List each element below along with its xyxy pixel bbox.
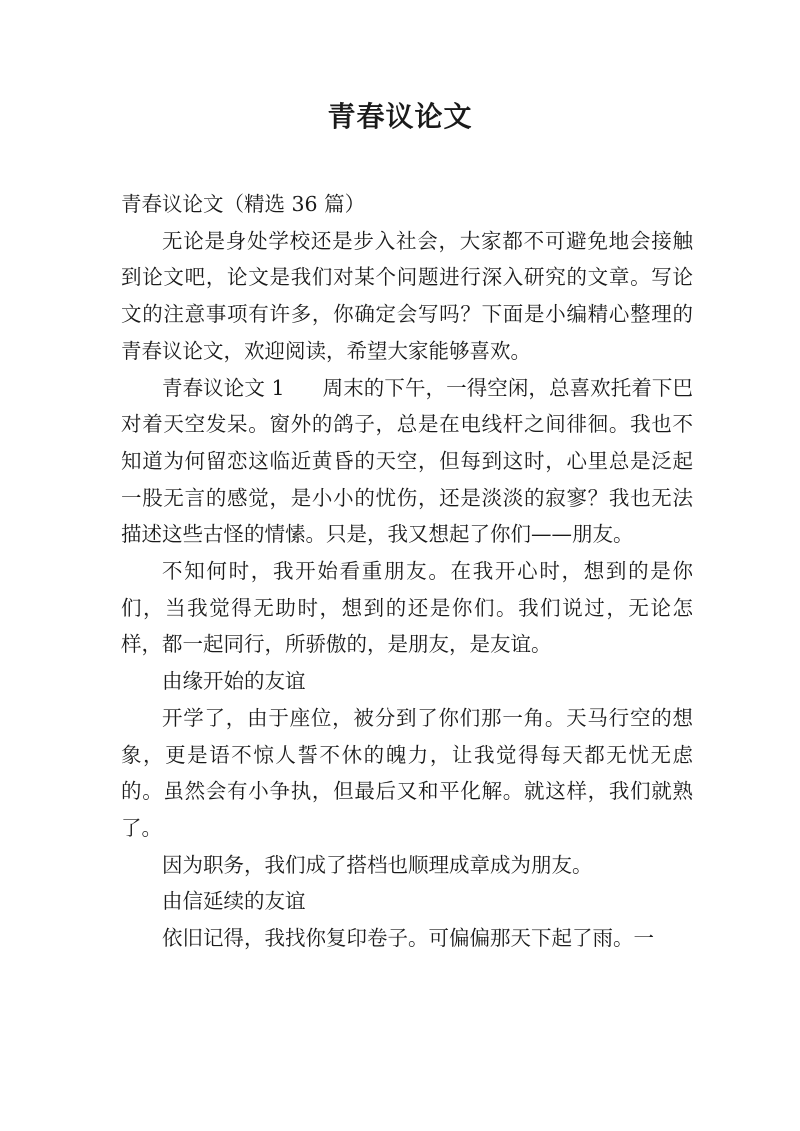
essay-label: 青春议论文 1 bbox=[162, 375, 285, 400]
essay-1-text: 周末的下午，一得空闲，总喜欢托着下巴对着天空发呆。窗外的鸽子，总是在电线杆之间徘徊。我也不知道为何留恋这临近黄昏的天空，但每到这时，心里总是泛起一股无言的感觉，是小小的忧伤，还是淡淡的寂寥？我也无法描述这些古怪的情愫。只是，我又想起了你们——朋友。 bbox=[121, 375, 693, 547]
body-paragraph: 开学了，由于座位，被分到了你们那一角。天马行空的想象，更是语不惊人誓不休的魄力，让我觉得每天都无忧无虑的。虽然会有小争执，但最后又和平化解。就这样，我们就熟了。 bbox=[121, 705, 693, 840]
body-paragraph: 不知何时，我开始看重朋友。在我开心时，想到的是你们，当我觉得无助时，想到的还是你们。我们说过，无论怎样，都一起同行，所骄傲的，是朋友，是友谊。 bbox=[121, 559, 693, 657]
section-heading: 由信延续的友谊 bbox=[162, 889, 306, 914]
document-subtitle: 青春议论文（精选 36 篇） bbox=[121, 192, 366, 216]
document-title: 青春议论文 bbox=[327, 100, 473, 133]
body-paragraph: 因为职务，我们成了搭档也顺理成章成为朋友。 bbox=[162, 852, 593, 877]
section-heading: 由缘开始的友谊 bbox=[162, 669, 306, 694]
body-paragraph: 依旧记得，我找你复印卷子。可偏偏那天下起了雨。一 bbox=[162, 926, 654, 951]
intro-paragraph: 无论是身处学校还是步入社会，大家都不可避免地会接触到论文吧，论文是我们对某个问题进行深入研究的文章。写论文的注意事项有许多，你确定会写吗？下面是小编精心整理的青春议论文，欢迎阅读，希望大家能够喜欢。 bbox=[121, 228, 693, 363]
document-body bbox=[121, 186, 693, 957]
essay-1-paragraph bbox=[121, 370, 693, 554]
